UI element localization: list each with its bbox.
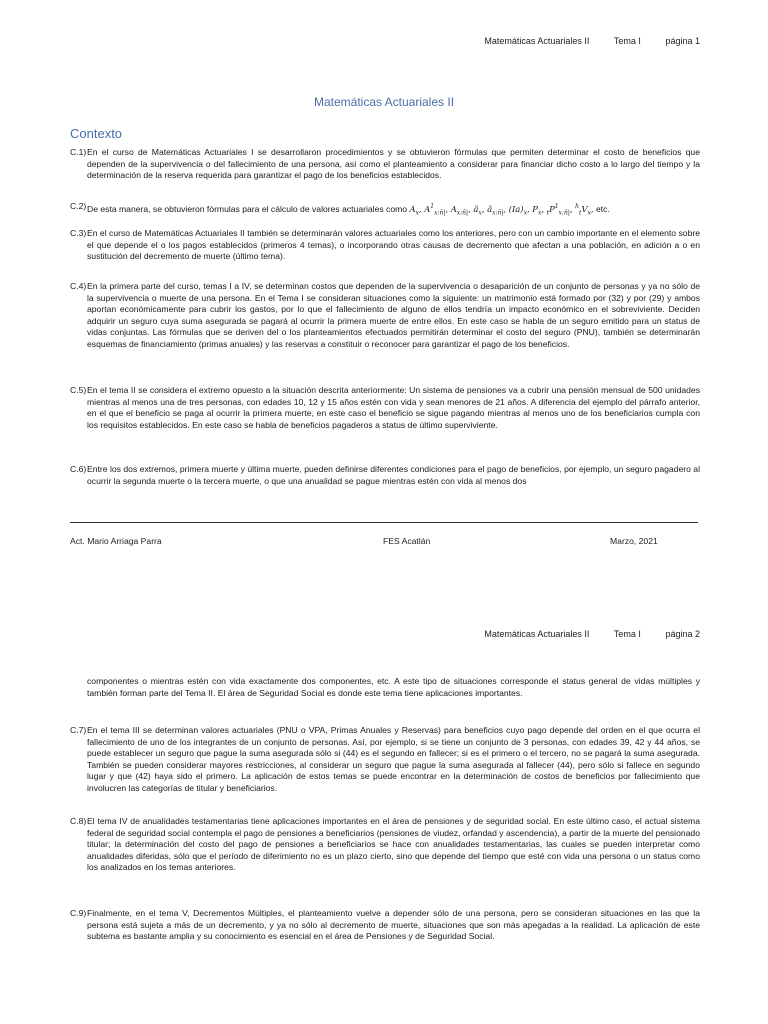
document-title: Matemáticas Actuariales II	[313, 95, 455, 109]
paragraph-c9	[70, 908, 700, 943]
paragraph-c3	[70, 228, 700, 263]
paragraph-number: C.7)	[70, 725, 87, 735]
header-topic: Tema I	[613, 629, 641, 639]
paragraph-number: C.2)	[70, 201, 87, 211]
paragraph-number: C.9)	[70, 908, 87, 918]
header-page-number: página 1	[665, 36, 700, 46]
paragraph-c8	[70, 816, 700, 874]
paragraph-text: En el curso de Matemáticas Actuariales I se desarrollaron procedimientos y se obtuvieron fórmulas que permiten determinar el costo de beneficios que dependen de la supervivencia o del fallecimiento de una persona, así como el planteamiento a considerar para financiar dicho costo a lo largo del tiempo y la determinación de la reserva requerida para garantizar el pago de los beneficios establecidos.	[87, 147, 700, 181]
paragraph-text: componentes o mientras estén con vida exactamente dos componentes, etc. A este tipo de situaciones corresponde el status general de vidas múltiples y también forman parte del Tema II. El área de Seguridad Social es donde este tema tiene aplicaciones importantes.	[87, 676, 700, 698]
running-header	[484, 629, 700, 639]
actuarial-formula-list: $A_x$, $A^1_{x:n̄|}$, $A_{x:n̄|}$, $ä_x$, $ä_{x:n̄|}$, $(Ia)_x$, $P_x$, $_tP^1_{x:n̄|}$, $^h_tV_x$,	[409, 203, 594, 217]
header-page-number: página 2	[665, 629, 700, 639]
running-header	[484, 36, 700, 46]
footer-author: Act. Mario Arriaga Parra	[70, 536, 162, 546]
paragraph-text-end: etc.	[595, 203, 610, 214]
paragraph-text: En el tema II se considera el extremo opuesto a la situación descrita anteriormente: Un sistema de pensiones va a cubrir una pensión mensual de 500 unidades mientras al menos una de tres personas, con edades 10, 12 y 15 años estén con vida y sean menores de 21 años. A diferencia del ejemplo del párrafo anterior, en el que el beneficio se paga al ocurrir la primera muerte, en este caso el beneficio se sigue pagando mientras al menos uno de los beneficiarios cumpla con los requisitos establecidos. En este caso se habla de beneficios pagaderos a status de último superviviente.	[87, 385, 700, 430]
paragraph-text-container	[87, 201, 700, 219]
paragraph-c6	[70, 464, 700, 487]
paragraph-text: En el curso de Matemáticas Actuariales II también se determinarán valores actuariales como los anteriores, pero con un cambio importante en el elemento sobre el que depende el o los pagos establecidos (primeros 4 temas), o incorporando otras causas de decremento que afectan a una población, en adición a o en sustitución del decremento de muerte (último tema).	[87, 228, 700, 262]
footer-date: Marzo, 2021	[610, 536, 658, 546]
header-course: Matemáticas Actuariales II	[484, 629, 590, 639]
paragraph-text: En la primera parte del curso, temas I a IV, se determinan costos que dependen de la supervivencia o desaparición de un conjunto de personas y ya no sólo de la supervivencia o muerte de una persona. En el Tema I se consideran situaciones como la siguiente: un matrimonio está formado por (32) y por (29) y ambos aportan económicamente para cubrir los gastos, por lo que el fallecimiento de alguno de ellos tendría un impacto económico en el sobreviviente. Deciden adquirir un seguro cuya suma asegurada se pagará al ocurrir la primera muerte de entre ellos. En este caso se habla de un seguro emitido para un status de vidas conjuntas. Las fórmulas que se deriven del o los planteamientos efectuados permitirán determinar el costo del seguro (PNU), también se determinarán esquemas de financiamiento (primas anuales) y las reservas a constituir o reconocer para garantizar el pago de los beneficios.	[87, 281, 700, 349]
paragraph-c2	[70, 201, 700, 219]
paragraph-text: Finalmente, en el tema V, Decrementos Múltiples, el planteamiento vuelve a depender sólo de una persona, pero se consideran situaciones en las que la persona está sujeta a más de un decremento, y ya no sólo al decremento de muerte, situaciones que son más apegadas a la realidad. La aplicación de este subtema es bastante amplia y su conocimiento es esencial en el área de Pensiones y de Seguridad Social.	[87, 908, 700, 942]
header-course: Matemáticas Actuariales II	[484, 36, 590, 46]
paragraph-number: C.5)	[70, 385, 87, 395]
paragraph-c1	[70, 147, 700, 182]
paragraph-number: C.1)	[70, 147, 87, 157]
paragraph-text: De esta manera, se obtuvieron fórmulas para el cálculo de valores actuariales como	[87, 203, 408, 214]
paragraph-c6-continuation	[87, 676, 700, 699]
paragraph-c7	[70, 725, 700, 795]
paragraph-number: C.4)	[70, 281, 87, 291]
page-2	[0, 580, 768, 1024]
footer-institution: FES Acatlán	[383, 536, 431, 546]
section-heading: Contexto	[70, 126, 123, 141]
paragraph-number: C.3)	[70, 228, 87, 238]
paragraph-c4	[70, 281, 700, 351]
footer-divider	[70, 522, 698, 523]
paragraph-c5	[70, 385, 700, 431]
paragraph-text: El tema IV de anualidades testamentarias tiene aplicaciones importantes en el área de pensiones y de seguridad social. En este último caso, el actual sistema federal de seguridad social contempla el pago de pensiones a beneficiarios (pensiones de viudez, orfandad y ascendencia), a partir de la muerte del pensionado titular; la determinación del costo del pago de pensiones a beneficiarios se hace con anualidades testamentarias, las cuales se pueden interpretar como anualidades diferidas, sólo que el período de diferimiento no es un plazo cierto, sino que depende del tiempo que esté con vida una persona o un status como los analizados en los temas anteriores.	[87, 816, 700, 873]
header-topic: Tema I	[613, 36, 641, 46]
paragraph-number: C.8)	[70, 816, 87, 826]
paragraph-text: En el tema III se determinan valores actuariales (PNU o VPA, Primas Anuales y Reservas) para beneficios cuyo pago depende del orden en el que ocurra el fallecimiento de uno de los integrantes de un conjunto de personas. Así, por ejemplo, si se tiene un conjunto de 3 personas, con edades 39, 42 y 44 años, se puede establecer un seguro que pague la suma asegurada sólo si (44) es el segundo en fallecer; si es el primero o el tercero, no se pagará la suma asegurada. También se pueden considerar mayores restricciones, al considerar un seguro que pague la suma asegurada al fallecer (44), pero sólo si fallece en segundo lugar y que (42) haya sido el primero. La aplicación de estos temas se puede encontrar en la determinación de costos de beneficios por fallecimiento que involucren las categorías de titular y beneficiarios.	[87, 725, 700, 793]
paragraph-text: Entre los dos extremos, primera muerte y última muerte, pueden definirse diferentes condiciones para el pago de beneficios, por ejemplo, un seguro pagadero al ocurrir la segunda muerte o la tercera muerte, o que una anualidad se pague mientras estén con vida al menos dos	[87, 464, 700, 486]
paragraph-number: C.6)	[70, 464, 87, 474]
